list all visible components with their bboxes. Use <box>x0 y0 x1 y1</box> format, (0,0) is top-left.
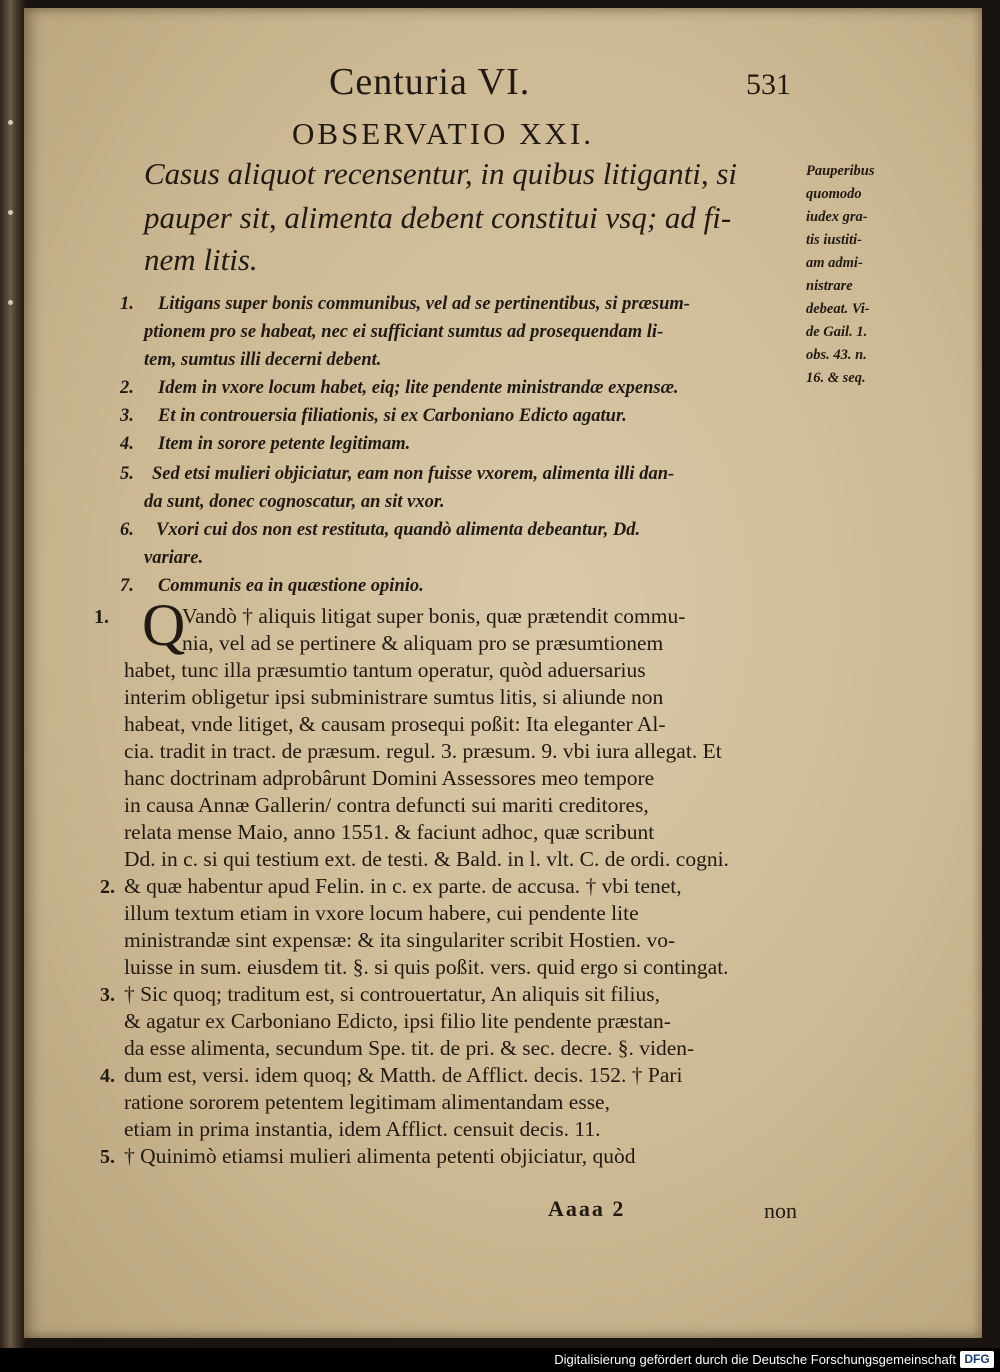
funding-credit: Digitalisierung gefördert durch die Deutsche Forschungsgemeinschaft <box>554 1352 956 1367</box>
body-line: Dd. in c. si qui testium ext. de testi. & Bald. in l. vlt. C. de ordi. cogni. <box>124 847 729 871</box>
summary-line: Idem in vxore locum habet, eiq; lite pendente ministrandæ expensæ. <box>158 378 679 398</box>
paragraph-number: 5. <box>100 1146 115 1168</box>
book-binding <box>0 0 26 1348</box>
paragraph-number: 3. <box>100 984 115 1006</box>
summary-line: Litigans super bonis communibus, vel ad se pertinentibus, si præsum- <box>158 294 690 314</box>
marginal-note-line: nistrare <box>806 278 853 294</box>
summary-line: Vxori cui dos non est restituta, quandò alimenta debeantur, Dd. <box>156 520 641 540</box>
body-line: in causa Annæ Gallerin/ contra defuncti sui mariti creditores, <box>124 793 649 817</box>
body-line: ministrandæ sint expensæ: & ita singulariter scribit Hostien. vo- <box>124 928 676 952</box>
summary-line: variare. <box>144 548 204 568</box>
summary-line: ptionem pro se habeat, nec ei sufficiant sumtus ad prosequendam li- <box>144 322 664 342</box>
summary-line: Et in controuersia filiationis, si ex Carboniano Edicto agatur. <box>158 406 627 426</box>
summary-number: 3. <box>120 406 134 426</box>
summary-line: Communis ea in quæstione opinio. <box>158 576 424 596</box>
drop-cap: Q <box>142 592 186 658</box>
summary-line: Item in sorore petente legitimam. <box>158 434 411 454</box>
body-line: † Quinimò etiamsi mulieri alimenta petenti objiciatur, quòd <box>124 1144 636 1168</box>
dfg-logo: DFG <box>960 1351 994 1368</box>
marginal-note-line: de Gail. 1. <box>806 324 868 340</box>
body-line: hanc doctrinam adprobârunt Domini Assessores meo tempore <box>124 766 655 790</box>
summary-number: 2. <box>120 378 134 398</box>
running-header: Centuria VI. <box>329 61 531 103</box>
body-line: habeat, vnde litiget, & causam prosequi poßit: Ita eleganter Al- <box>124 712 666 736</box>
summary-line: da sunt, donec cognoscatur, an sit vxor. <box>144 492 445 512</box>
summary-number: 6. <box>120 520 134 540</box>
body-line: & quæ habentur apud Felin. in c. ex parte. de accusa. † vbi tenet, <box>124 874 682 898</box>
summary-number: 7. <box>120 576 134 596</box>
summary-number: 1. <box>120 294 134 314</box>
body-line: dum est, versi. idem quoq; & Matth. de Afflict. decis. 152. † Pari <box>124 1063 683 1087</box>
body-line: luisse in sum. eiusdem tit. §. si quis poßit. vers. quid ergo si contingat. <box>124 955 729 979</box>
body-line: etiam in prima instantia, idem Afflict. censuit decis. 11. <box>124 1117 601 1141</box>
signature-mark: Aaaa 2 <box>548 1196 626 1221</box>
summary-line: tem, sumtus illi decerni debent. <box>144 350 382 370</box>
marginal-note-line: 16. & seq. <box>806 370 866 386</box>
title-line: nem litis. <box>144 242 258 277</box>
summary-number: 4. <box>120 434 134 454</box>
marginal-note-line: Pauperibus <box>806 163 875 179</box>
observatio-heading: OBSERVATIO XXI. <box>292 116 595 151</box>
summary-line: Sed etsi mulieri objiciatur, eam non fuisse vxorem, alimenta illi dan- <box>152 464 675 484</box>
summary-number: 5. <box>120 464 134 484</box>
body-line: & agatur ex Carboniano Edicto, ipsi filio lite pendente præstan- <box>124 1009 671 1033</box>
body-line: relata mense Maio, anno 1551. & faciunt adhoc, quæ scribunt <box>124 820 655 844</box>
title-line: Casus aliquot recensentur, in quibus litiganti, si <box>144 156 738 191</box>
body-line: illum textum etiam in vxore locum habere, cui pendente lite <box>124 901 639 925</box>
marginal-note-line: am admi- <box>806 255 863 271</box>
marginal-note-line: obs. 43. n. <box>806 347 867 363</box>
marginal-note-line: tis iustiti- <box>806 232 863 248</box>
body-line: Vandò † aliquis litigat super bonis, quæ prætendit commu- <box>182 604 686 628</box>
body-line: da esse alimenta, secundum Spe. tit. de pri. & sec. decre. §. viden- <box>124 1036 695 1060</box>
paragraph-number: 2. <box>100 876 115 898</box>
body-line: nia, vel ad se pertinere & aliquam pro se præsumtionem <box>182 631 664 655</box>
paragraph-number: 4. <box>100 1065 115 1087</box>
body-line: cia. tradit in tract. de præsum. regul. 3. præsum. 9. vbi iura allegat. Et <box>124 739 722 763</box>
marginal-note-line: iudex gra- <box>806 209 868 225</box>
body-line: ratione sororem petentem legitimam alimentandam esse, <box>124 1090 610 1114</box>
paragraph-number: 1. <box>94 606 109 628</box>
marginal-note-line: debeat. Vi- <box>806 301 870 317</box>
page-number: 531 <box>746 68 791 101</box>
title-line: pauper sit, alimenta debent constitui vsq; ad fi- <box>144 200 732 235</box>
marginal-note-line: quomodo <box>806 186 862 202</box>
body-line: habet, tunc illa præsumtio tantum operatur, quòd aduersarius <box>124 658 646 682</box>
catchword: non <box>764 1198 797 1223</box>
footer-bar <box>0 1348 1000 1372</box>
body-line: † Sic quoq; traditum est, si controuertatur, An aliquis sit filius, <box>124 982 660 1006</box>
book-page <box>24 8 982 1338</box>
body-line: interim obligetur ipsi subministrare sumtus litis, si aliunde non <box>124 685 664 709</box>
